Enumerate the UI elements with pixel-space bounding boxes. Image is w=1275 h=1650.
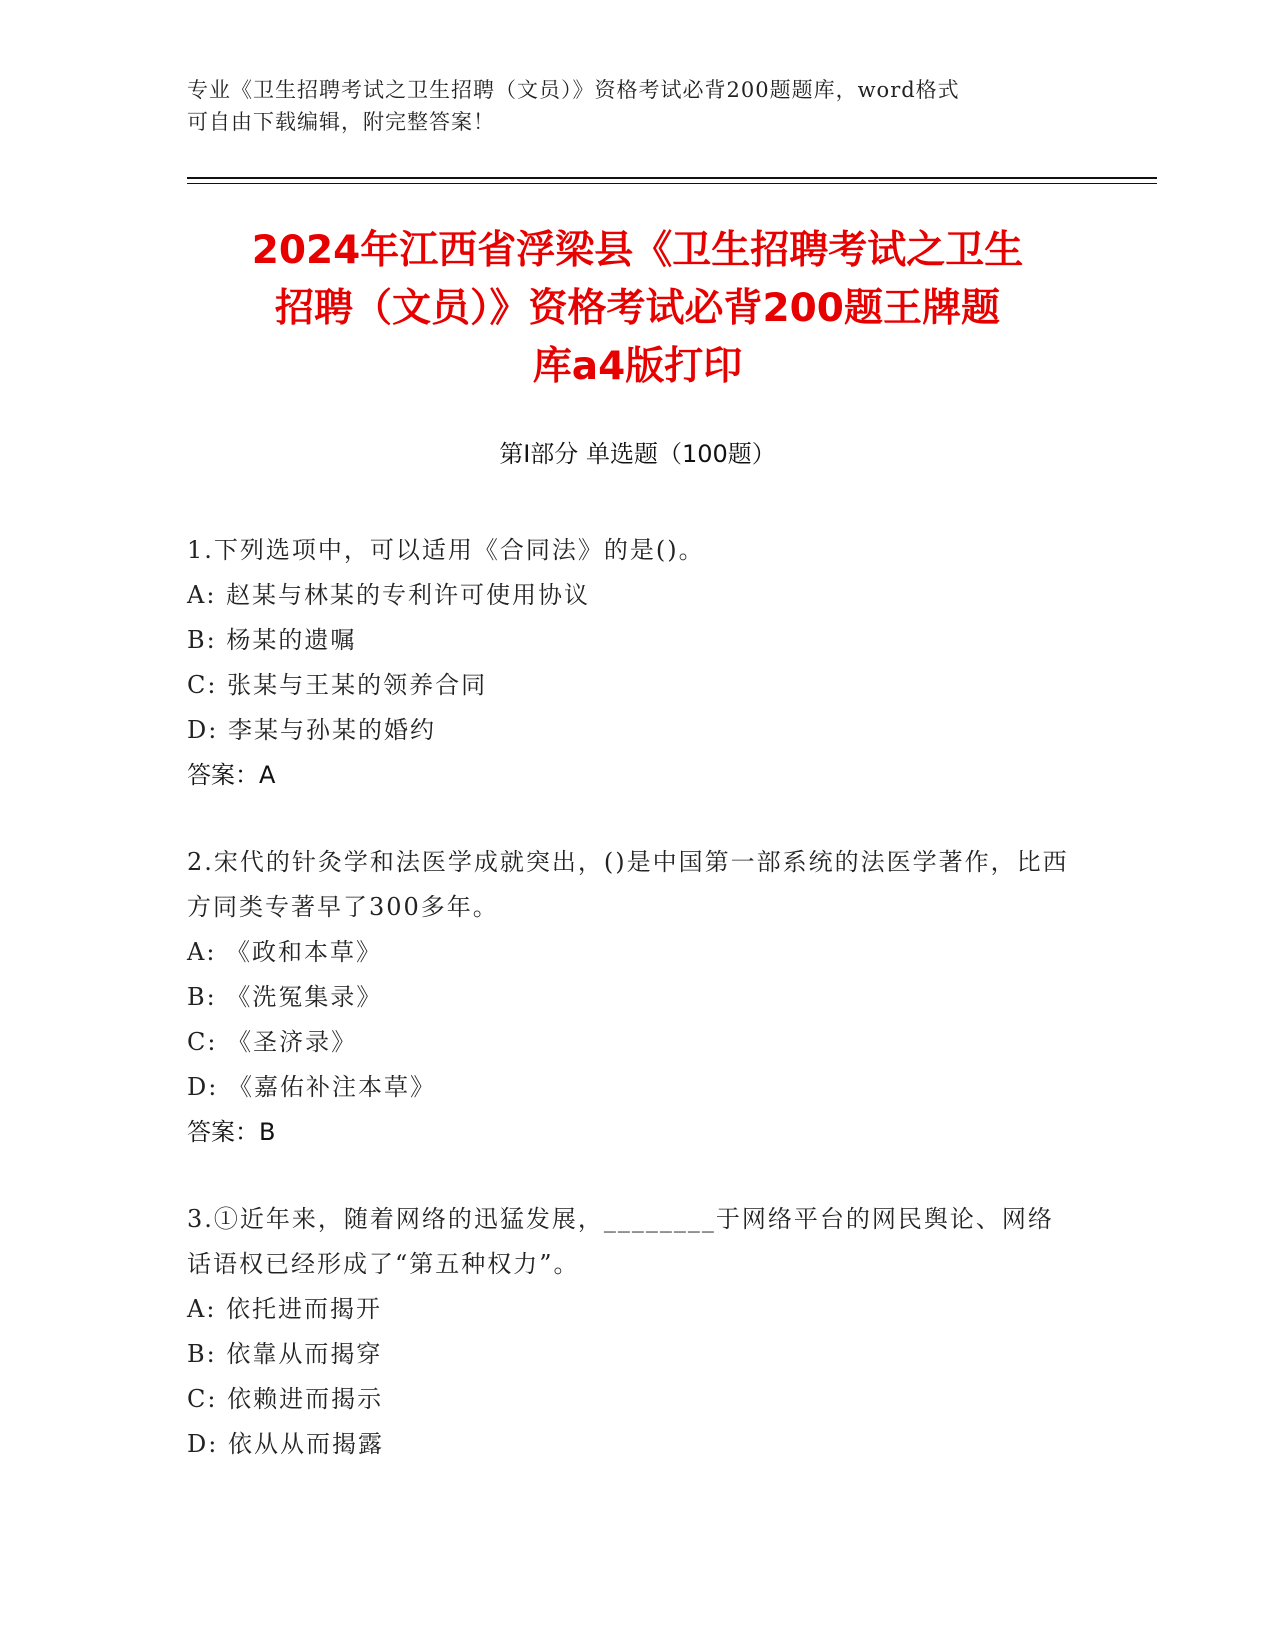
question-1 bbox=[187, 528, 1077, 798]
option-b: B: 《洗冤集录》 bbox=[187, 983, 383, 1011]
option-c: C: 张某与王某的领养合同 bbox=[187, 671, 488, 699]
option-b: B: 杨某的遗嘱 bbox=[187, 626, 357, 654]
answer: 答案：A bbox=[187, 761, 276, 789]
title-line-1: 2024年江西省浮梁县《卫生招聘考试之卫生 bbox=[251, 228, 1024, 273]
section-heading: 第Ⅰ部分 单选题（100题） bbox=[499, 440, 776, 468]
answer: 答案：B bbox=[187, 1118, 276, 1146]
header-note-line-1: 专业《卫生招聘考试之卫生招聘（文员）》资格考试必背200题题库，word格式 bbox=[187, 78, 960, 102]
option-d: D: 依从从而揭露 bbox=[187, 1430, 384, 1458]
option-c: C: 《圣济录》 bbox=[187, 1028, 358, 1056]
header-divider-thin bbox=[187, 183, 1157, 184]
title-line-2: 招聘（文员）》资格考试必背200题王牌题 bbox=[275, 286, 1000, 331]
header-divider-thick bbox=[187, 177, 1157, 179]
header-note bbox=[187, 74, 1087, 138]
question-stem: 3.①近年来，随着网络的迅猛发展，________于网络平台的网民舆论、网络话语权已经形成了“第五种权力”。 bbox=[187, 1205, 1054, 1278]
option-a: A: 《政和本草》 bbox=[187, 938, 383, 966]
header-note-line-2: 可自由下载编辑，附完整答案！ bbox=[187, 110, 495, 134]
option-a: A: 赵某与林某的专利许可使用协议 bbox=[187, 581, 591, 609]
question-3 bbox=[187, 1197, 1077, 1467]
title-line-3: 库a4版打印 bbox=[532, 344, 743, 389]
question-stem: 1.下列选项中，可以适用《合同法》的是()。 bbox=[187, 536, 705, 564]
option-a: A: 依托进而揭开 bbox=[187, 1295, 383, 1323]
option-d: D: 《嘉佑补注本草》 bbox=[187, 1073, 436, 1101]
question-2 bbox=[187, 840, 1077, 1155]
document-title bbox=[160, 222, 1115, 396]
option-d: D: 李某与孙某的婚约 bbox=[187, 716, 436, 744]
question-list bbox=[187, 528, 1077, 1509]
option-b: B: 依靠从而揭穿 bbox=[187, 1340, 383, 1368]
question-stem: 2.宋代的针灸学和法医学成就突出，()是中国第一部系统的法医学著作，比西方同类专著早了300多年。 bbox=[187, 848, 1069, 921]
option-c: C: 依赖进而揭示 bbox=[187, 1385, 384, 1413]
